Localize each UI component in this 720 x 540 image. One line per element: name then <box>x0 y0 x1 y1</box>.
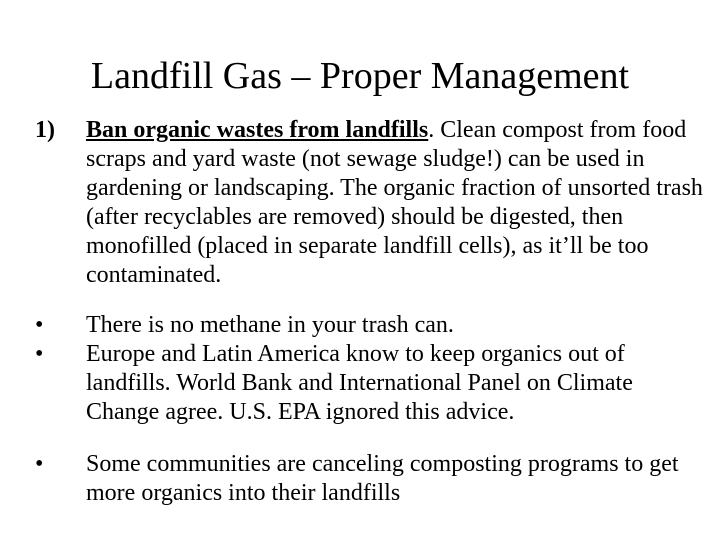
numbered-item <box>35 116 705 290</box>
bullet-marker: • <box>35 312 44 338</box>
item-number: 1) <box>35 117 55 143</box>
bullet-text: There is no methane in your trash can. <box>86 312 454 338</box>
item-heading: Ban organic wastes from landfills <box>86 117 429 143</box>
bullet-item <box>35 340 705 427</box>
bullet-item <box>35 450 705 508</box>
bullet-item <box>35 311 705 340</box>
bullet-text: Europe and Latin America know to keep organics out of landfills. World Bank and International Panel on Climate Change agree. U.S. EPA ignored this advice. <box>86 341 633 425</box>
item-text: . Clean compost from food scraps and yard waste (not sewage sludge!) can be used in gardening or landscaping. The organic fraction of unsorted trash (after recyclables are removed) should be digested, then monofilled (placed in separate landfill cells), as it’ll be too contaminated. <box>86 117 703 288</box>
slide-title: Landfill Gas – Proper Management <box>90 55 630 97</box>
bullet-marker: • <box>35 341 44 367</box>
numbered-item-content <box>86 116 706 290</box>
bullet-text: Some communities are canceling composting programs to get more organics into their landfills <box>86 451 679 506</box>
bullet-marker: • <box>35 451 44 477</box>
